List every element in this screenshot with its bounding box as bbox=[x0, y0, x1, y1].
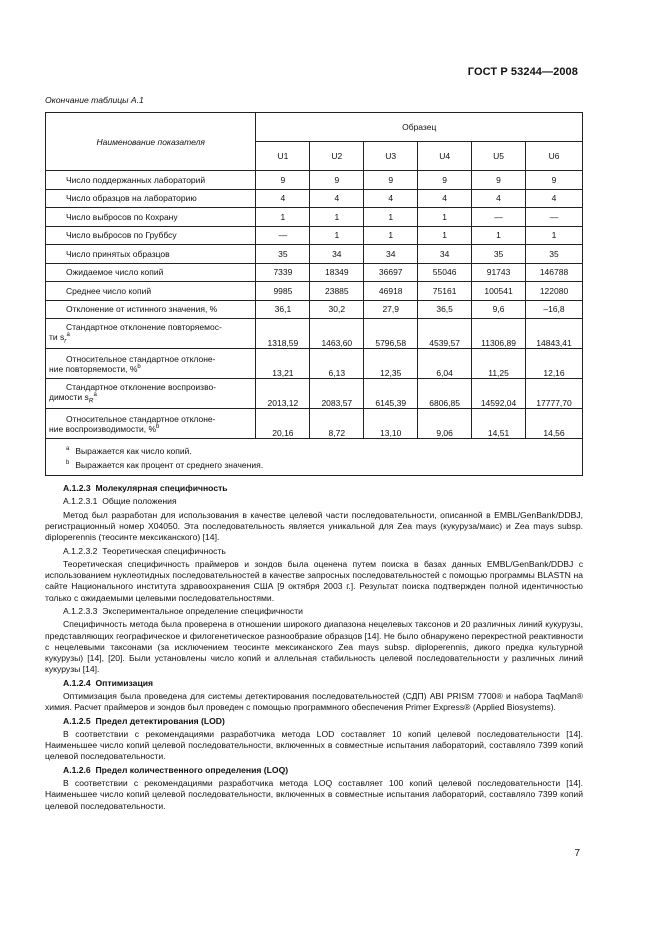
table-cell: 9 bbox=[256, 171, 310, 190]
row-label: Число принятых образцов bbox=[46, 245, 256, 264]
table-cell: 23885 bbox=[310, 282, 364, 301]
row-label: Стандартное отклонение повторяемос- ти $s_r^a$ bbox=[46, 319, 256, 349]
row-label: Число выбросов по Кохрану bbox=[46, 208, 256, 227]
table-cell: 1 bbox=[472, 226, 526, 245]
param-header: Наименование показателя bbox=[46, 113, 256, 171]
table-cell: 4 bbox=[310, 189, 364, 208]
table-cell: 122080 bbox=[526, 282, 583, 301]
table-row bbox=[46, 171, 583, 190]
table-cell: 6,04 bbox=[418, 349, 472, 379]
table-cell: 4 bbox=[472, 189, 526, 208]
table-cell: 1 bbox=[418, 226, 472, 245]
table-cell: 9,6 bbox=[472, 300, 526, 319]
table-cell: 1 bbox=[364, 208, 418, 227]
col-header: U1 bbox=[256, 142, 310, 171]
table-notes-row bbox=[46, 439, 583, 476]
table-cell: 91743 bbox=[472, 263, 526, 282]
table-cell: 36,1 bbox=[256, 300, 310, 319]
results-table bbox=[45, 112, 583, 476]
table-cell: 6145,39 bbox=[364, 379, 418, 409]
table-cell: 34 bbox=[418, 245, 472, 264]
table-cell: 12,16 bbox=[526, 349, 583, 379]
table-cell: 9 bbox=[310, 171, 364, 190]
table-cell: — bbox=[472, 208, 526, 227]
table-cell: 4 bbox=[418, 189, 472, 208]
table-row bbox=[46, 282, 583, 301]
table-row bbox=[46, 300, 583, 319]
table-cell: 17777,70 bbox=[526, 379, 583, 409]
table-cell: 2013,12 bbox=[256, 379, 310, 409]
table-row bbox=[46, 263, 583, 282]
table-cell: 4 bbox=[526, 189, 583, 208]
table-cell: 35 bbox=[472, 245, 526, 264]
sample-header: Образец bbox=[256, 113, 583, 142]
table-footnote: $^a$ Выражается как число копий. bbox=[66, 445, 192, 456]
table-cell: 13,10 bbox=[364, 409, 418, 439]
table-cell: 11306,89 bbox=[472, 319, 526, 349]
table-cell: 75161 bbox=[418, 282, 472, 301]
table-cell: 8,72 bbox=[310, 409, 364, 439]
row-label: Стандартное отклонение воспроизво- димости $s_R^a$ bbox=[46, 379, 256, 409]
col-header: U6 bbox=[526, 142, 583, 171]
table-cell: 9 bbox=[472, 171, 526, 190]
table-cell: 9985 bbox=[256, 282, 310, 301]
row-label: Относительное стандартное отклоне- ние воспроизводимости, %$^b$ bbox=[46, 409, 256, 439]
table-cell: 14,51 bbox=[472, 409, 526, 439]
table-cell: 1 bbox=[310, 226, 364, 245]
table-row bbox=[46, 349, 583, 379]
table-cell: 1 bbox=[256, 208, 310, 227]
document-standard-header: ГОСТ Р 53244—2008 bbox=[467, 66, 578, 78]
table-cell: 4539,57 bbox=[418, 319, 472, 349]
table-cell: 9,06 bbox=[418, 409, 472, 439]
col-header: U3 bbox=[364, 142, 418, 171]
table-cell: 14843,41 bbox=[526, 319, 583, 349]
table-cell: 34 bbox=[364, 245, 418, 264]
table-cell: 1 bbox=[364, 226, 418, 245]
row-label: Ожидаемое число копий bbox=[46, 263, 256, 282]
table-cell: 7339 bbox=[256, 263, 310, 282]
table-cell: — bbox=[256, 226, 310, 245]
table-cell: 30,2 bbox=[310, 300, 364, 319]
body-text: А.1.2.3 Молекулярная специфичность А.1.2.3.1 Общие положения Метод был разработан для использования в качестве целевой части последовательности, описанной в EMBL/GenBank/DDBJ, регистрационный номер X04050. Эта последовательность является уникальной для Zea mays (кукуруза/маис) и Zea mays subsp. diploperennis (теосинте мексиканского) [14]. А.1.2.3.2 Теоретическая специфичность Теоретическая специфичность праймеров и зондов была оценена путем поиска в базах данных EMBL/GenBank/DDBJ с использованием нуклеотидных последовательностей в качестве запросных последовательностей с помощью программы BLASTN на сайте Национального института здравоохранения США [9 октября 2003 г.]. Результат поиска подтвержден полной идентичностью только с ожидаемыми целевыми последовательностями. А.1.2.3.3 Экспериментальное определение специфичности Специфичность метода была проверена в отношении широкого диапазона нецелевых таксонов и 20 различных линий кукурузы, представляющих географическое и филогенетическое разнообразие образцов [14]. Не было обнаружено перекрестной реактивности с нецелевыми таксонами (за исключением теосинте мексиканского Zea mays subsp. diploperennis, дикого предка культурной кукурузы) [14], [20]. Были установлены число копий и аллельная стабильность целевой последовательности у различных линий кукурузы [14]. А.1.2.4 Оптимизация Оптимизация была проведена для системы детектирования последовательностей (СДП) ABI PRISM 7700® и набора TaqMan® химия. Расчет праймеров и зондов был проведен с помощью программного обеспечения Primer Express® (Applied Biosystems). А.1.2.5 Предел детектирования (LOD) В соответствии с рекомендациями разработчика метода LOD составляет 10 копий целевой последовательности [14]. Наименьшее число копий целевой последовательности, включенных в совместные испытания лабораторий, составляло 7399 копий целевой последовательности. А.1.2.6 Предел количественного определения (LOQ) В соответствии с рекомендациями разработчика метода LOQ составляет 100 копий целевой последовательности [14]. Наименьшее число копий целевой последовательности, включенных в совместные испытания лабораторий, составляло 7399 копий целевой последовательности. bbox=[45, 483, 583, 811]
col-header: U5 bbox=[472, 142, 526, 171]
table-cell: 9 bbox=[418, 171, 472, 190]
table-cell: 35 bbox=[256, 245, 310, 264]
table-cell: 6806,85 bbox=[418, 379, 472, 409]
table-row bbox=[46, 189, 583, 208]
col-header: U2 bbox=[310, 142, 364, 171]
table-cell: –16,8 bbox=[526, 300, 583, 319]
table-cell: 1 bbox=[418, 208, 472, 227]
table-cell: 4 bbox=[256, 189, 310, 208]
table-cell: 4 bbox=[364, 189, 418, 208]
row-label: Число образцов на лабораторию bbox=[46, 189, 256, 208]
page-number: 7 bbox=[574, 848, 580, 859]
table-cell: 13,21 bbox=[256, 349, 310, 379]
table-cell: 1318,59 bbox=[256, 319, 310, 349]
table-cell: 55046 bbox=[418, 263, 472, 282]
row-label: Относительное стандартное отклоне- ние повторяемости, %$^b$ bbox=[46, 349, 256, 379]
table-row bbox=[46, 226, 583, 245]
table-cell: 36697 bbox=[364, 263, 418, 282]
table-row bbox=[46, 319, 583, 349]
table-cell: 100541 bbox=[472, 282, 526, 301]
table-cell: 1463,60 bbox=[310, 319, 364, 349]
table-cell: 1 bbox=[526, 226, 583, 245]
table-cell: 146788 bbox=[526, 263, 583, 282]
row-label: Среднее число копий bbox=[46, 282, 256, 301]
row-label: Число поддержанных лабораторий bbox=[46, 171, 256, 190]
table-row bbox=[46, 245, 583, 264]
table-cell: 27,9 bbox=[364, 300, 418, 319]
table-cell: 20,16 bbox=[256, 409, 310, 439]
row-label: Отклонение от истинного значения, % bbox=[46, 300, 256, 319]
table-cell: 9 bbox=[364, 171, 418, 190]
table-row bbox=[46, 409, 583, 439]
table-row bbox=[46, 208, 583, 227]
col-header: U4 bbox=[418, 142, 472, 171]
table-cell: — bbox=[526, 208, 583, 227]
table-caption: Окончание таблицы А.1 bbox=[45, 95, 144, 105]
table-cell: 18349 bbox=[310, 263, 364, 282]
table-cell: 1 bbox=[310, 208, 364, 227]
table-cell: 12,35 bbox=[364, 349, 418, 379]
table-row bbox=[46, 379, 583, 409]
table-cell: 9 bbox=[526, 171, 583, 190]
table-cell: 5796,58 bbox=[364, 319, 418, 349]
table-cell: 6,13 bbox=[310, 349, 364, 379]
table-cell: 11,25 bbox=[472, 349, 526, 379]
table-cell: 14,56 bbox=[526, 409, 583, 439]
table-cell: 46918 bbox=[364, 282, 418, 301]
table-cell: 2083,57 bbox=[310, 379, 364, 409]
table-cell: 35 bbox=[526, 245, 583, 264]
table-footnote: $^b$ Выражается как процент от среднего значения. bbox=[66, 459, 264, 470]
row-label: Число выбросов по Груббсу bbox=[46, 226, 256, 245]
table-cell: 34 bbox=[310, 245, 364, 264]
table-cell: 36,5 bbox=[418, 300, 472, 319]
table-cell: 14592,04 bbox=[472, 379, 526, 409]
